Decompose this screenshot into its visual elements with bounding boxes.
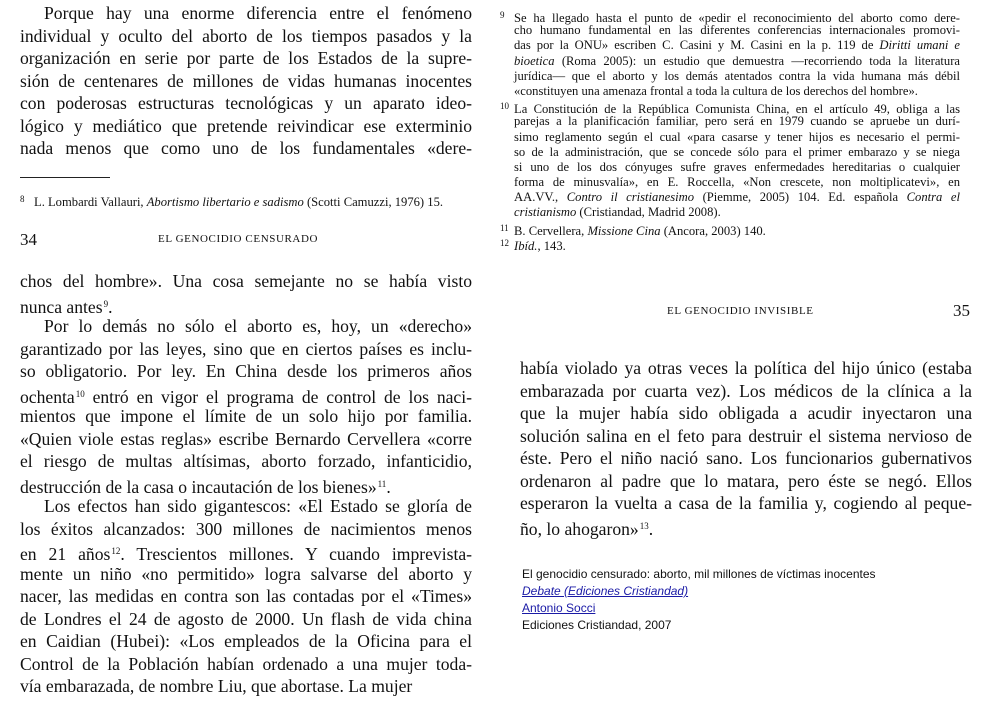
text-line — [20, 293, 472, 316]
line-text: garantizado por las leyes, sino que en ciertos países es inclu- — [20, 338, 472, 359]
footnote-text — [514, 190, 960, 205]
right-page-body — [520, 357, 972, 537]
footnote-line — [500, 8, 960, 23]
footnote-line — [500, 236, 960, 251]
text-line — [520, 447, 972, 470]
footnote-number: 8 — [20, 194, 25, 204]
text-line — [20, 338, 472, 361]
line-text: nunca antes — [20, 296, 103, 317]
text-line — [20, 405, 472, 428]
footnote-ref: 10 — [75, 388, 85, 399]
text-line: con poderosas estructuras tecnológicas y un aparato ideo- — [20, 93, 472, 113]
footnote-text — [514, 160, 960, 175]
line-text: el riesgo de multas altísimas, aborto forzado, infanticidio, — [20, 451, 472, 471]
line-text: ordenaron al padre que lo matara, pero éste se negó. Ellos — [520, 470, 972, 491]
footnote-line — [500, 130, 960, 145]
line-text: destrucción de la casa o incautación de los bienes» — [20, 476, 377, 497]
line-text: mente un niño «no permitido» logra salvarse del aborto y — [20, 563, 472, 584]
footnote-line — [500, 205, 960, 220]
line-text: éste. Pero el niño nació sano. Los funcionarios gubernativos — [520, 448, 972, 468]
text-line — [20, 450, 472, 473]
footnote-ref: 13 — [639, 520, 649, 531]
footnote-italic: cristianismo — [514, 205, 577, 220]
footnote-text — [514, 54, 960, 69]
footnote-line — [500, 145, 960, 160]
line-text: embarazada por cuarta vez). Los médicos de la clínica a la — [520, 380, 972, 401]
text-line — [520, 470, 972, 493]
footnote-text — [514, 38, 960, 53]
footnote-segment: , 143. — [537, 238, 566, 253]
line-text: había violado ya otras veces la política del hijo único (estaba — [520, 358, 972, 378]
text-line — [20, 585, 472, 608]
text-line — [520, 357, 972, 380]
line-text-after: . — [386, 476, 391, 497]
page-number-right: 35 — [953, 301, 970, 320]
footnote-text — [514, 84, 960, 99]
text-line: nada menos que como uno de los fundamentales «dere- — [20, 138, 472, 158]
line-text-after: entró en vigor el programa de control de los naci- — [84, 386, 472, 407]
book-citation — [522, 566, 876, 634]
footnote-text — [514, 145, 960, 160]
footnote-text — [514, 239, 960, 254]
footnote-ref: 12 — [111, 546, 121, 556]
footnote-ref: 11 — [377, 478, 387, 489]
text-line — [20, 360, 472, 383]
footnote-line — [500, 221, 960, 236]
footnote-ref: 9 — [103, 298, 109, 309]
footnote-text — [514, 175, 960, 190]
footnote-line — [500, 175, 960, 190]
text-line — [20, 540, 472, 563]
line-text: «Quien viole estas reglas» escribe Bernardo Cervellera «corre — [20, 428, 472, 449]
footnote-line — [500, 99, 960, 117]
author-link[interactable]: Antonio Socci — [522, 601, 596, 615]
text-line — [20, 315, 472, 338]
footnote-line — [500, 114, 960, 129]
footnote-line — [500, 38, 960, 53]
text-line — [20, 495, 472, 518]
line-text: mientos que impone el límite de un solo hijo por familia. — [20, 406, 472, 426]
line-text: los éxitos alcanzados: 300 millones de nacimientos menos — [20, 518, 472, 539]
text-line — [20, 608, 472, 631]
footnote-segment: simo reglamento según el cual «para casarse y tener hijos es necesario el permi- — [514, 129, 960, 144]
line-text-after: . Trescientos millones. Y cuando imprevista- — [120, 544, 472, 564]
text-line — [20, 473, 472, 496]
footnote-author: L. Lombardi Vallauri, — [34, 195, 147, 209]
line-text: Los efectos han sido gigantescos: «El Estado se gloría de — [44, 496, 472, 516]
page-number-left: 34 — [20, 230, 37, 249]
footnote-text — [514, 23, 960, 38]
line-text: de Londres el 24 de agosto de 2000. Un flash de vida china — [20, 608, 472, 629]
text-line: organización en serie por parte de los Estados de la supre- — [20, 48, 472, 68]
footnote-line — [500, 190, 960, 205]
footnote-segment: jurídica— que el aborto y los demás atentados contra la vida humana más débil — [514, 68, 960, 83]
running-head-right: EL GENOCIDIO INVISIBLE — [667, 305, 814, 317]
line-text: so obligatorio. Por ley. En China desde los primeros años — [20, 361, 472, 381]
running-head-left: EL GENOCIDIO CENSURADO — [158, 233, 319, 245]
footnote-italic: bioetica — [514, 53, 555, 68]
line-text: Control de la Población habían ordenado a una mujer toda- — [20, 653, 472, 674]
footnote-text — [514, 69, 960, 84]
line-text: que la mujer había sido obligada a acudir inyectaron una — [520, 403, 972, 423]
footnote-number: 10 — [500, 101, 509, 112]
left-top-text — [20, 2, 472, 160]
book-edition: Ediciones Cristiandad, 2007 — [522, 618, 672, 632]
text-line — [520, 380, 972, 403]
text-line — [520, 492, 972, 515]
text-line — [520, 425, 972, 448]
footnote-segment: parejas a la planificación familiar, pero será en 1979 cuando se apruebe un durí- — [514, 114, 960, 129]
text-line: sión de centenares de millones de vidas humanas inocentes — [20, 70, 472, 91]
text-line: Porque hay una enorme diferencia entre el fenómeno — [44, 3, 472, 23]
publisher-link[interactable]: Debate (Ediciones Cristiandad) — [522, 584, 689, 598]
footnote-segment: (Piemme, 2005) 104. Ed. española — [694, 190, 907, 205]
footnote-number: 11 — [500, 222, 509, 233]
footnote-rest: (Scotti Camuzzi, 1976) 15. — [303, 195, 444, 209]
footnote-segment: B. Cervellera, — [514, 223, 588, 238]
footnote-line — [500, 160, 960, 175]
text-line — [520, 515, 972, 538]
footnote-segment: (Ancora, 2003) 140. — [660, 223, 766, 238]
footnote-segment: AA.VV., — [514, 190, 567, 205]
text-line — [20, 518, 472, 541]
footnote-number: 12 — [500, 237, 509, 248]
footnote-segment: so de la administración, que se concede sólo para el primer embarazo y se niega — [514, 144, 960, 159]
book-title: El genocidio censurado: aborto, mil millones de víctimas inocentes — [522, 567, 876, 581]
footnote-italic: Diritti umani e — [879, 38, 960, 53]
text-line — [20, 675, 472, 698]
text-line — [20, 428, 472, 451]
text-line: individual y oculto del aborto de los tiempos pasados y la — [20, 25, 472, 46]
line-text: Por lo demás no sólo el aborto es, hoy, un «derecho» — [44, 316, 472, 336]
footnote-segment: (Roma 2005): un estudio que demuestra —recorriendo toda la literatura — [554, 53, 960, 68]
footnote-text — [514, 130, 960, 145]
text-line — [20, 270, 472, 293]
footnote-segment: das por la ONU» escriben C. Casini y M. Casini en la p. 119 de — [514, 38, 880, 53]
right-footnotes — [500, 8, 960, 251]
footnote-line — [500, 69, 960, 84]
line-text: ochenta — [20, 386, 75, 407]
footnote-segment: «constituyen una amenaza frontal a toda la cultura de los derechos del hombre». — [514, 83, 918, 98]
line-text-after: . — [648, 518, 654, 539]
line-text: en Caidian (Hubei): «Los empleados de la Oficina para el — [20, 631, 472, 651]
footnote-segment: La Constitución de la República Comunista China, en el artículo 49, obliga a las — [514, 102, 960, 117]
text-line — [20, 630, 472, 653]
footnote-text — [514, 205, 960, 220]
footnote-number: 9 — [500, 10, 505, 20]
line-text: chos del hombre». Una cosa semejante no se había visto — [20, 271, 472, 291]
left-page-body — [20, 270, 472, 698]
line-text: nacer, las medidas en contra son las contadas por el «Times» — [20, 586, 472, 606]
footnote-8 — [20, 192, 472, 207]
text-line — [20, 383, 472, 406]
footnote-line — [500, 54, 960, 69]
footnote-italic: Contro il cristianesimo — [566, 190, 694, 205]
footnote-line — [500, 84, 960, 99]
line-text: solución salina en el feto para destruir el sistema nervioso de — [520, 425, 972, 446]
text-line — [520, 402, 972, 425]
footnote-italic: Ibíd. — [514, 238, 538, 253]
line-text: esperaron la vuelta a casa de la familia y, cogiendo al peque- — [520, 493, 972, 513]
footnote-segment: (Cristiandad, Madrid 2008). — [576, 205, 721, 220]
footnote-italic: Contra el — [906, 190, 960, 205]
footnote-title: Abortismo libertario e sadismo — [146, 195, 304, 209]
footnote-segment: forma de minusvalía», en E. Roccella, «Non crescete, non moltiplicatevi», en — [514, 175, 960, 190]
footnote-italic: Missione Cina — [587, 223, 661, 238]
footnote-rule — [20, 177, 110, 178]
footnote-segment: si uno de los dos cónyuges sufre graves enfermedades hereditarias o cualquier — [514, 159, 960, 174]
line-text: en 21 años — [20, 544, 111, 564]
text-line — [20, 653, 472, 676]
footnote-segment: Se ha llegado hasta el punto de «pedir el reconocimiento del aborto como dere- — [514, 11, 960, 25]
footnote-text — [514, 114, 960, 129]
footnote-segment: cho humano fundamental en las diferentes conferencias internacionales promovi- — [514, 23, 960, 38]
line-text: ño, lo ahogaron» — [520, 518, 639, 539]
line-text: vía embarazada, de nombre Liu, que abortase. La mujer — [20, 676, 413, 696]
footnote-line — [500, 23, 960, 38]
text-line: lógico y mediático que pretende reivindicar ese exterminio — [20, 115, 472, 136]
line-text-after: . — [108, 296, 113, 317]
text-line — [20, 563, 472, 586]
